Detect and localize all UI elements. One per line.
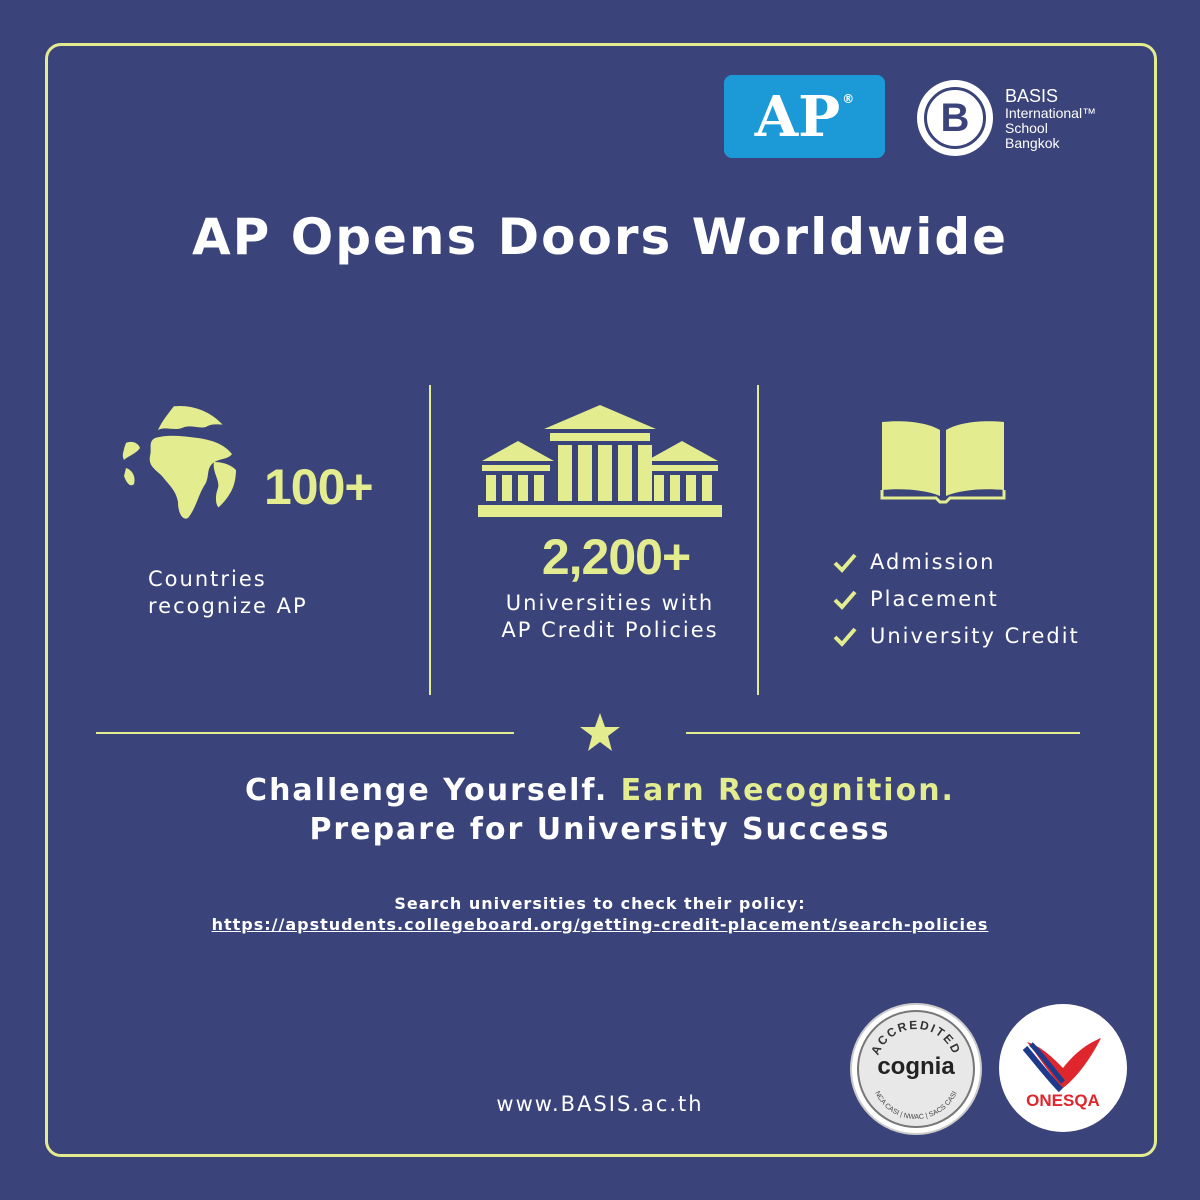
- basis-letter: B: [940, 95, 970, 140]
- page-title: AP Opens Doors Worldwide: [191, 208, 1009, 266]
- basis-logo: [917, 80, 1096, 156]
- stat-countries-caption-line1: Countries: [148, 567, 267, 591]
- check-icon: [832, 551, 858, 573]
- globe-icon: [118, 404, 242, 524]
- benefit-label: University Credit: [870, 623, 1080, 648]
- list-item: [832, 580, 1080, 617]
- cognia-bottom-text: NCA CASI | NWAC | SACS CASI: [873, 1090, 959, 1122]
- onesqa-badge: [997, 1002, 1129, 1134]
- basis-wordmark: [1005, 86, 1096, 151]
- tagline-highlight: Earn Recognition.: [620, 773, 955, 808]
- cognia-accreditation-badge: [849, 1002, 983, 1136]
- benefits-list: [832, 543, 1080, 654]
- basis-line3: School: [1005, 119, 1048, 136]
- tagline-part1: Challenge Yourself.: [245, 773, 621, 808]
- list-item: [832, 617, 1080, 654]
- list-item: [832, 543, 1080, 580]
- university-buildings-icon: [478, 403, 722, 519]
- open-book-icon: [878, 418, 1008, 506]
- stat-universities-value: 2,200+: [541, 529, 691, 585]
- stat-universities-caption: [470, 590, 750, 644]
- search-policies-link[interactable]: https://apstudents.collegeboard.org/getting-credit-placement/search-policies: [211, 915, 989, 934]
- tagline-line2: Prepare for University Success: [309, 812, 891, 847]
- basis-name: BASIS: [1005, 85, 1059, 106]
- search-label: Search universities to check their policy:: [394, 894, 806, 913]
- stat-countries-caption-line2: recognize AP: [148, 594, 308, 618]
- benefit-label: Admission: [870, 549, 996, 574]
- cognia-name: cognia: [877, 1053, 955, 1080]
- check-icon: [832, 588, 858, 610]
- cognia-top-text: ACCREDITED: [868, 1017, 964, 1058]
- ap-logo: [724, 75, 885, 158]
- search-note: [0, 893, 1200, 935]
- separator-left: [96, 732, 514, 734]
- tagline: [0, 771, 1200, 849]
- separator-right: [686, 732, 1080, 734]
- stat-countries-value: 100+: [264, 459, 373, 515]
- check-icon: [832, 625, 858, 647]
- onesqa-name: ONESQA: [1026, 1091, 1100, 1110]
- stat-universities-caption-line1: Universities with: [505, 591, 715, 615]
- basis-line4: Bangkok: [1005, 134, 1060, 151]
- basis-emblem: [917, 80, 993, 156]
- basis-line2: International™: [1005, 104, 1097, 121]
- registered-mark: ®: [842, 91, 855, 106]
- tagline-line1: [0, 771, 1200, 810]
- star-icon: [577, 710, 623, 756]
- benefit-label: Placement: [870, 586, 999, 611]
- website-link[interactable]: www.BASIS.ac.th: [496, 1092, 704, 1116]
- ap-logo-text: AP: [754, 83, 841, 150]
- stat-universities-caption-line2: AP Credit Policies: [501, 618, 719, 642]
